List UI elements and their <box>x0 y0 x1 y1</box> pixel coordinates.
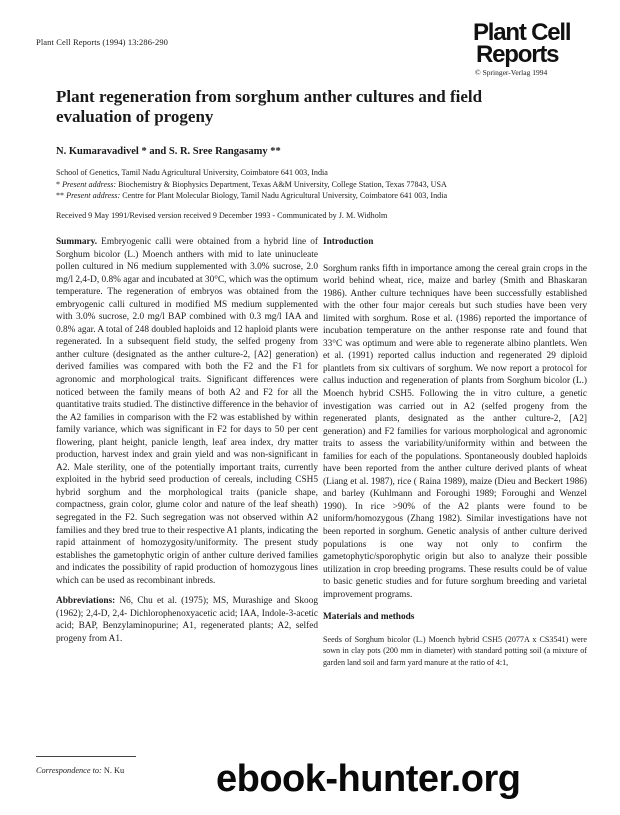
right-column <box>323 236 587 676</box>
introduction-text: Sorghum ranks fifth in importance among the cereal grain crops in the world behind wheat, rice, maize and barley (Smith and Bhaskaran 1986). Anther culture techniques have been successfully established with the other four major cereals but such studies have been very limited with sorghum. Rose et al. (1986) reported the importance of incubation temperature on the anther response rate and found that 33°C was optimum and were able to regenerate albino plantlets. Wen et al. (1991) reported callus induction and regenerated 29 diploid plantlets from six cultivars of sorghum. We now report a protocol for callus induction and regeneration of plants from Sorghum bicolor (L.) Moench hybrid CSH5. Following the in vitro culture, a genetic investigation was carried out in A2 (selfed progeny from the regenerated plants, designated as the anther culture-2, [A2] generation) and F2 families for various morphological and agronomic traits to assess the variability/uniformity within and between the families for each of the populations. Spontaneously doubled haploids have been reported from the anther culture derived plants of wheat (Liang et al. 1987), rice ( Raina 1989), maize (Dieu and Beckert 1986) and barley (Kuhlmann and Foroughi 1989; Foroughi and Wenzel 1990). In rice >90% of the A2 plants were found to be uniform/homozygous (Zhang 1982). Similar investigations have not been reported in sorghum. Genetic analysis of anther culture derived populations is one way not only to confirm the gametophytic/sporophytic origin but also to analyze their possible utilization in crop breeding programs. These results could be of value to basic genetic studies and for future sorghum breeding and varietal improvement programs. <box>323 263 587 600</box>
article-authors: N. Kumaravadivel * and S. R. Sree Rangasamy ** <box>56 146 281 157</box>
abbreviations-text: N6, Chu et al. (1975); MS, Murashige and Skoog (1962); 2,4-D, 2,4- Dichlorophenoxyacetic acid; IAA, Indole-3-acetic acid; BAP, Benzylaminopurine; A1, regenerated plants; A2, selfed progeny from A1. <box>56 596 318 644</box>
abstract-text: Embryogenic calli were obtained from a hybrid line of Sorghum bicolor (L.) Moench anthers with mid to late uninucleate pollen cultured in N6 medium supplemented with 3.0% sucrose, 2.0 mg/l 2,4-D, 0.8% agar and incubated at 30°C, which was the optimum temperature. The regeneration of embryos was obtained from the embryogenic calli cultured in modified MS medium supplemented with 3.0% sucrose, 2.0 mg/l BAP combined with 0.3 mg/l IAA and 0.8% agar. A total of 248 doubled haploids and 12 haploid plants were regenerated. In a subsequent field study, the selfed progeny from anther culture (designated as the anther culture-2, [A2] generation) derived families was compared with both the F2 and the F1 for agronomic and morphological traits. Significant differences were noticed between the family means of both A2 and F2 for all the quantitative traits studied. The distinctive difference in the behavior of the A2 families in comparison with the F2 was established by within family variance, which was significant in F2 for days to 50 per cent flowering, plant height, panicle length, leaf area index, dry matter production, harvest index and grain yield and was non-significant in A2. Male sterility, one of the potentially important traits, currently exploited in the hybrid seed production of cereals, including CSH5 hybrid sorghum and the morphological traits (panicle shape, compactness, grain color, glume color and nature of the leaf sheath) segregated in the F2. Such segregation was not observed within A2 families and they bred true to their respective A1 plants, indicating the rapid attainment of homozygosity/uniformity. The present study establishes the gametophytic origin of anther culture derived families and indicates the possibility of rapid production of homozygous lines which can be used as recombinant inbreds. <box>56 237 318 586</box>
affiliation-present-1 <box>56 179 596 191</box>
received-line: Received 9 May 1991/Revised version received 9 December 1993 - Communicated by J. M. Widholm <box>56 211 388 220</box>
present-address-text-1: Biochemistry & Biophysics Department, Texas A&M University, College Station, Texas 77843, USA <box>118 179 447 189</box>
abbreviations-paragraph <box>56 595 318 645</box>
article-title: Plant regeneration from sorghum anther cultures and field evaluation of progeny <box>56 87 483 126</box>
logo-line-1: Plant Cell <box>473 19 571 46</box>
affiliations <box>56 167 596 202</box>
footnote-rule <box>36 756 136 757</box>
abstract-paragraph <box>56 236 318 587</box>
present-address-label-1: Present address: <box>62 179 117 189</box>
methods-text: Seeds of Sorghum bicolor (L.) Moench hybrid CSH5 (2077A x CS3541) were sown in clay pots (200 mm in diameter) with standard potting soil (a mixture of garden land soil and farm yard manure at the ratio of 4:1, <box>323 634 587 667</box>
correspondence-name: N. Ku <box>103 766 125 775</box>
abstract-label: Summary. <box>56 237 98 247</box>
logo-line-2: Reports <box>476 41 559 68</box>
footnote-mark-2: ** <box>56 191 65 201</box>
affiliation-present-2 <box>56 190 596 202</box>
journal-reference: Plant Cell Reports (1994) 13:286-290 <box>36 37 169 47</box>
left-column <box>56 236 318 654</box>
journal-logo <box>473 19 593 77</box>
copyright-notice: © Springer-Verlag 1994 <box>475 68 548 77</box>
correspondence-label: Correspondence to: <box>36 766 102 775</box>
abbreviations-label: Abbreviations: <box>56 596 116 607</box>
correspondence-note <box>36 766 124 775</box>
present-address-label-2: Present address: <box>66 191 121 201</box>
introduction-heading: Introduction <box>323 237 374 247</box>
footnote-mark-1: * <box>56 179 61 189</box>
affiliation-primary: School of Genetics, Tamil Nadu Agricultural University, Coimbatore 641 003, India <box>56 168 328 177</box>
watermark: ebook-hunter.org <box>210 757 526 801</box>
methods-heading: Materials and methods <box>323 612 415 623</box>
present-address-text-2: Centre for Plant Molecular Biology, Tamil Nadu Agricultural University, Coimbatore 641 003, India <box>122 191 448 201</box>
